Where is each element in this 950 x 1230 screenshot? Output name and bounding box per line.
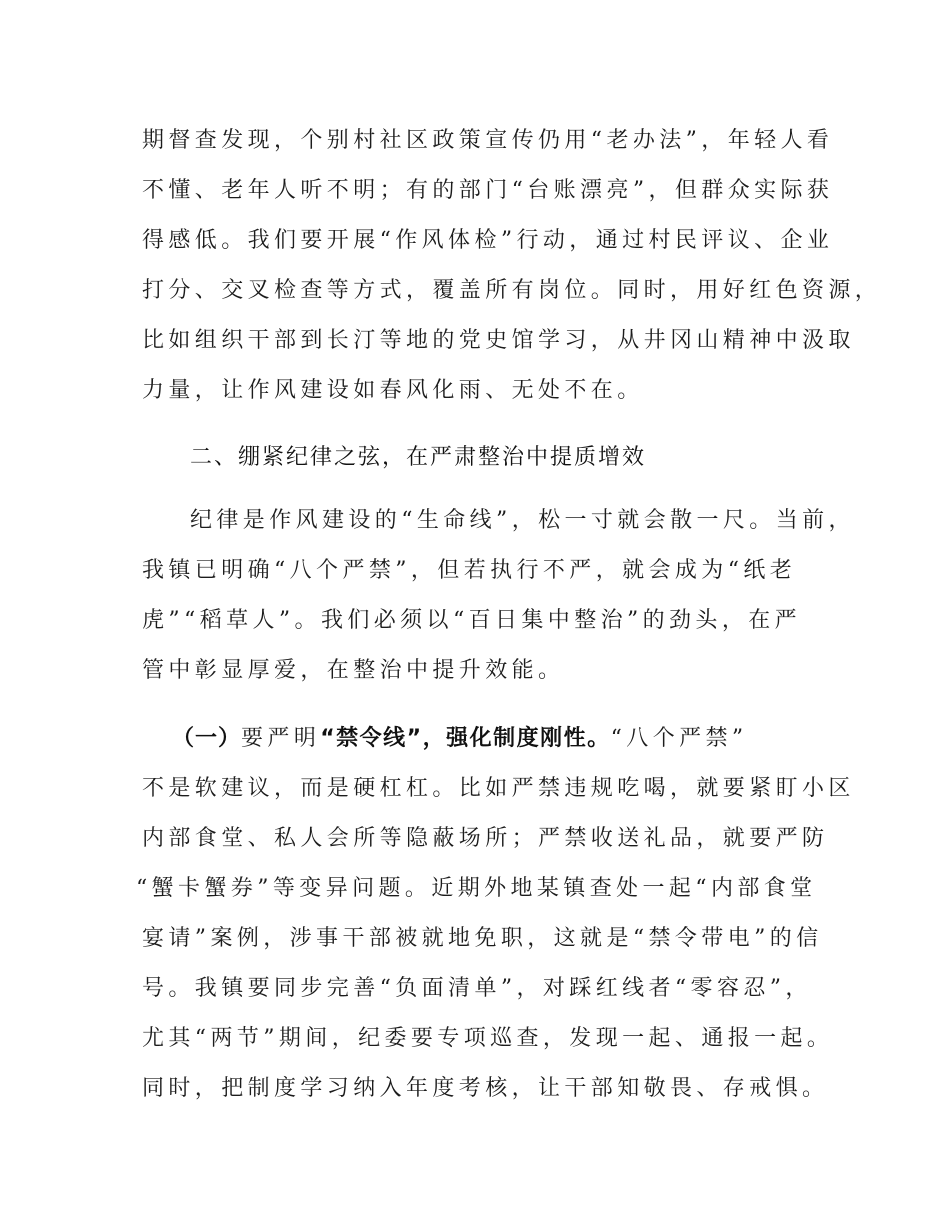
subsection-lead-rest: “八个严禁” [610, 726, 748, 751]
subsection-lead-regular: 要严明 [241, 726, 321, 751]
subsection-lead-bold: “禁令线”，强化制度刚性。 [320, 726, 611, 751]
paragraph-line: 同时，把制度学习纳入年度考核，让干部知敬畏、存戒惧。 [142, 1076, 829, 1101]
paragraph-line: “蟹卡蟹券”等变异问题。近期外地某镇查处一起“内部食堂 [136, 876, 817, 901]
subsection-number: （一） [172, 726, 242, 751]
paragraph-line: 不懂、老年人听不明；有的部门“台账漂亮”，但群众实际获 [142, 178, 834, 203]
paragraph-line: 管中彰显厚爱，在整治中提升效能。 [142, 658, 565, 683]
section-heading: 二、绷紧纪律之弦，在严肃整治中提质增效 [190, 445, 647, 470]
paragraph-line: 力量，让作风建设如春风化雨、无处不在。 [142, 378, 644, 403]
paragraph-line: 得感低。我们要开展“作风体检”行动，通过村民评议、企业 [142, 228, 834, 253]
paragraph-line: 虎”“稻草人”。我们必须以“百日集中整治”的劲头，在严 [142, 608, 802, 633]
paragraph-line: 不是软建议，而是硬杠杠。比如严禁违规吃喝，就要紧盯小区 [142, 776, 855, 801]
paragraph-line: 比如组织干部到长汀等地的党史馆学习，从井冈山精神中汲取 [142, 328, 855, 353]
paragraph-line: 打分、交叉检查等方式，覆盖所有岗位。同时，用好红色资源， [142, 278, 882, 303]
paragraph-line: 宴请”案例，涉事干部被就地免职，这就是“禁令带电”的信 [142, 926, 823, 951]
paragraph-line: 期督查发现，个别村社区政策宣传仍用“老办法”，年轻人看 [142, 128, 834, 153]
paragraph-line: 号。我镇要同步完善“负面清单”，对踩红线者“零容忍”， [142, 976, 812, 1001]
subsection-lead-line [172, 724, 862, 754]
paragraph-line: 纪律是作风建设的“生命线”，松一寸就会散一尺。当前， [190, 508, 855, 533]
paragraph-line: 尤其“两节”期间，纪委要专项巡查，发现一起、通报一起。 [142, 1026, 834, 1051]
paragraph-line: 内部食堂、私人会所等隐蔽场所；严禁收送礼品，就要严防 [142, 826, 829, 851]
paragraph-line: 我镇已明确“八个严禁”，但若执行不严，就会成为“纸老 [142, 558, 797, 583]
